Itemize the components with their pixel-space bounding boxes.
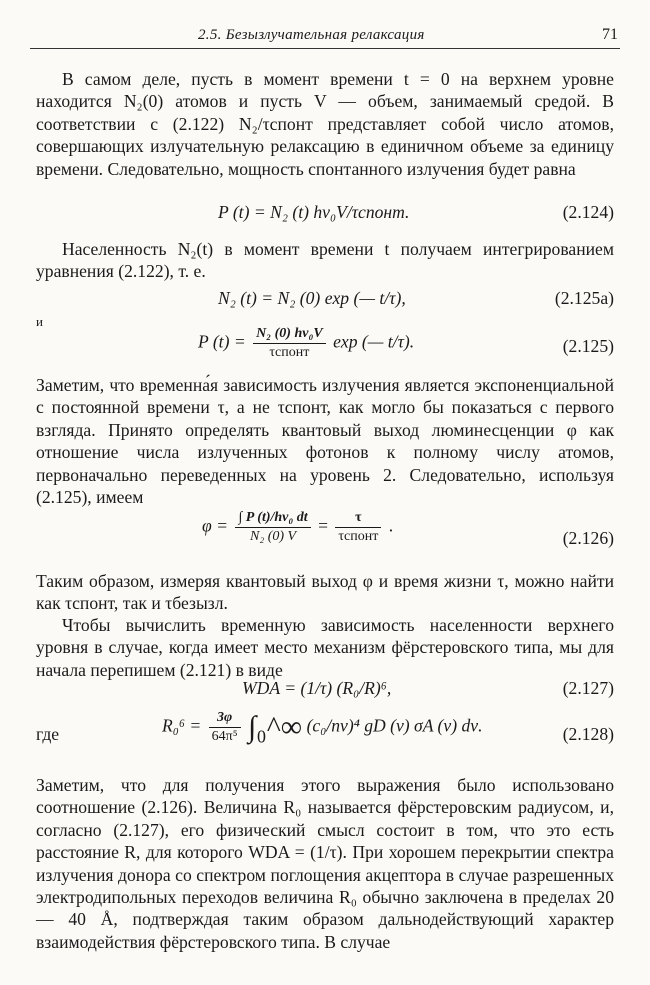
fraction-numerator: N₂ (0) hν₀V [253, 326, 326, 344]
equation-lhs: P (t) = [198, 331, 246, 352]
equation-rhs: exp (— t/τ). [333, 331, 415, 352]
fraction-numerator: τ [335, 510, 381, 528]
equation-2-125a [36, 282, 614, 316]
running-header [30, 22, 620, 49]
running-title: 2.5. Безызлучательная релаксация [198, 27, 425, 43]
equation-2-125 [36, 324, 614, 370]
equation-number: (2.127) [562, 678, 614, 698]
paragraph-measurement: Таким образом, измеряя квантовый выход φ и время жизни τ, можно найти как τспонт, так и τбезызл. [36, 571, 614, 614]
paragraph-forster: Чтобы вычислить временную зависимость населенности верхнего уровня в случае, когда имеет место механизм фёрстеровского типа, мы для начала перепишем (2.121) в виде [36, 615, 614, 680]
equation-number: (2.126) [562, 528, 614, 548]
equation-lhs: φ = [202, 515, 229, 536]
equation-lead-word: где [36, 724, 60, 744]
equation-2-128 [36, 704, 614, 770]
equation-integrand: (c₀/nν)⁴ gD (ν) σA (ν) dν. [306, 715, 483, 736]
fraction [209, 710, 241, 745]
conjunction-word: и [36, 314, 43, 329]
equation-formula: N₂ (t) = N₂ (0) exp (— t/τ), [218, 288, 406, 308]
fraction-denominator: N₂ (0) V [250, 529, 297, 544]
equation-number: (2.125) [562, 336, 614, 356]
paragraph-intro: В самом деле, пусть в момент времени t = 0 на верхнем уровне находится N₂(0) атомов и пусть V — объем, занимаемый средой. В соответствии с (2.122) N₂/τспонт представляет собой число атомов, совершающих излучательную релаксацию в единичном объеме за единицу времени. Следовательно, мощность спонтанного излучения будет равна [36, 69, 614, 179]
equation-formula: WDA = (1/τ) (R₀/R)⁶, [242, 678, 392, 698]
fraction-numerator: 3φ [209, 710, 241, 728]
page-number: 71 [602, 26, 618, 43]
fraction-denominator: 64π⁵ [211, 729, 238, 744]
fraction-numerator: ∫ P (t)/hν₀ dt [235, 510, 310, 528]
equation-period: . [388, 515, 394, 536]
paragraph-forster-radius: Заметим, что для получения этого выражения было использовано соотношение (2.126). Величина R₀ называется фёрстеровским радиусом, и, согласно (2.127), его физический смысл состоит в том, что это есть расстояние R, для которого WDA = (1/τ). При хорошем перекрытии спектра излучения донора со спектром поглощения акцептора в случае разрешенных электродипольных переходов величина R₀ обычно заключена в пределах 20 — 40 Å, подтверждая таким образом дальнодействующий характер взаимодействия фёрстеровского типа. В случае [36, 775, 614, 952]
paragraph-quantum-yield: Заметим, что временна́я зависимость излучения является экспоненциальной с постоянной времени τ, а не τспонт, как могло бы показаться с первого взгляда. Принято определять квантовый выход люминесценции φ как отношение числа излученных фотонов к полному числу атомов, первоначально переведенных на уровень 2. Следовательно, используя (2.125), имеем [36, 375, 614, 508]
equation-2-126 [36, 508, 614, 570]
fraction-denominator: τспонт [269, 345, 310, 360]
equation-lhs: R₀⁶ = [162, 715, 202, 736]
equals-sign: = [318, 515, 329, 536]
equation-2-127 [36, 672, 614, 706]
equation-number: (2.124) [562, 202, 614, 222]
equation-2-124 [36, 196, 614, 230]
equation-formula: P (t) = N₂ (t) hν₀V/τспонт. [218, 202, 410, 222]
fraction [253, 326, 326, 361]
paragraph-population: Населенность N₂(t) в момент времени t получаем интегрированием уравнения (2.122), т. е. [36, 239, 614, 282]
fraction [235, 510, 310, 545]
equation-number: (2.128) [562, 724, 614, 744]
integral-sign: ∫₀^∞ [248, 710, 303, 744]
fraction-denominator: τспонт [338, 529, 379, 544]
fraction [335, 510, 381, 545]
equation-number: (2.125a) [554, 288, 614, 308]
